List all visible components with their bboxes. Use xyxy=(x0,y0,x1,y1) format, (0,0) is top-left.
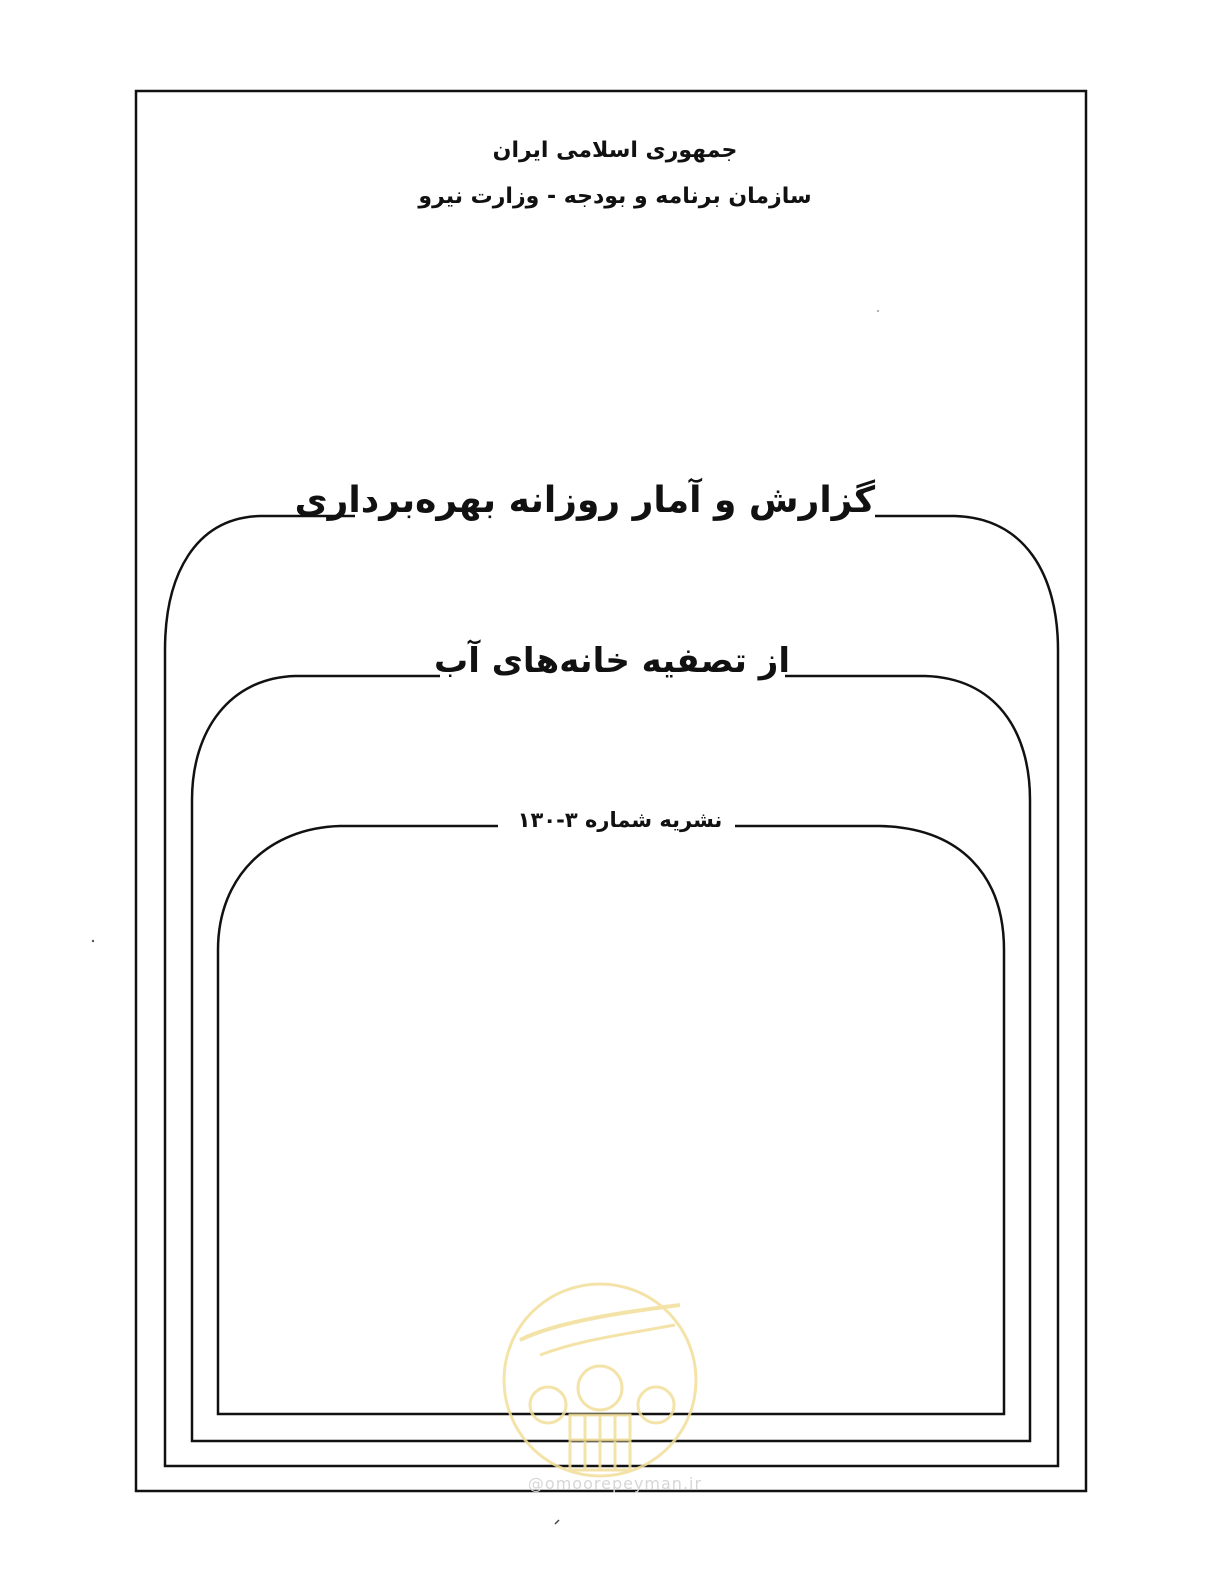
main-title: گزارش و آمار روزانه بهره‌برداری xyxy=(294,480,875,521)
header-country: جمهوری اسلامی ایران xyxy=(492,138,738,163)
sub-title: از تصفیه خانه‌های آب xyxy=(434,641,790,681)
header-organizations: سازمان برنامه و بودجه - وزارت نیرو xyxy=(418,184,812,209)
watermark-url: @omoorepeyman.ir xyxy=(527,1474,703,1493)
publication-number: نشریه شماره ۳-۱۳۰ xyxy=(517,808,723,832)
watermark-seal-logo xyxy=(500,1280,700,1480)
scan-speck xyxy=(877,310,879,312)
scan-speck xyxy=(555,1520,559,1524)
scan-speck xyxy=(92,940,94,942)
